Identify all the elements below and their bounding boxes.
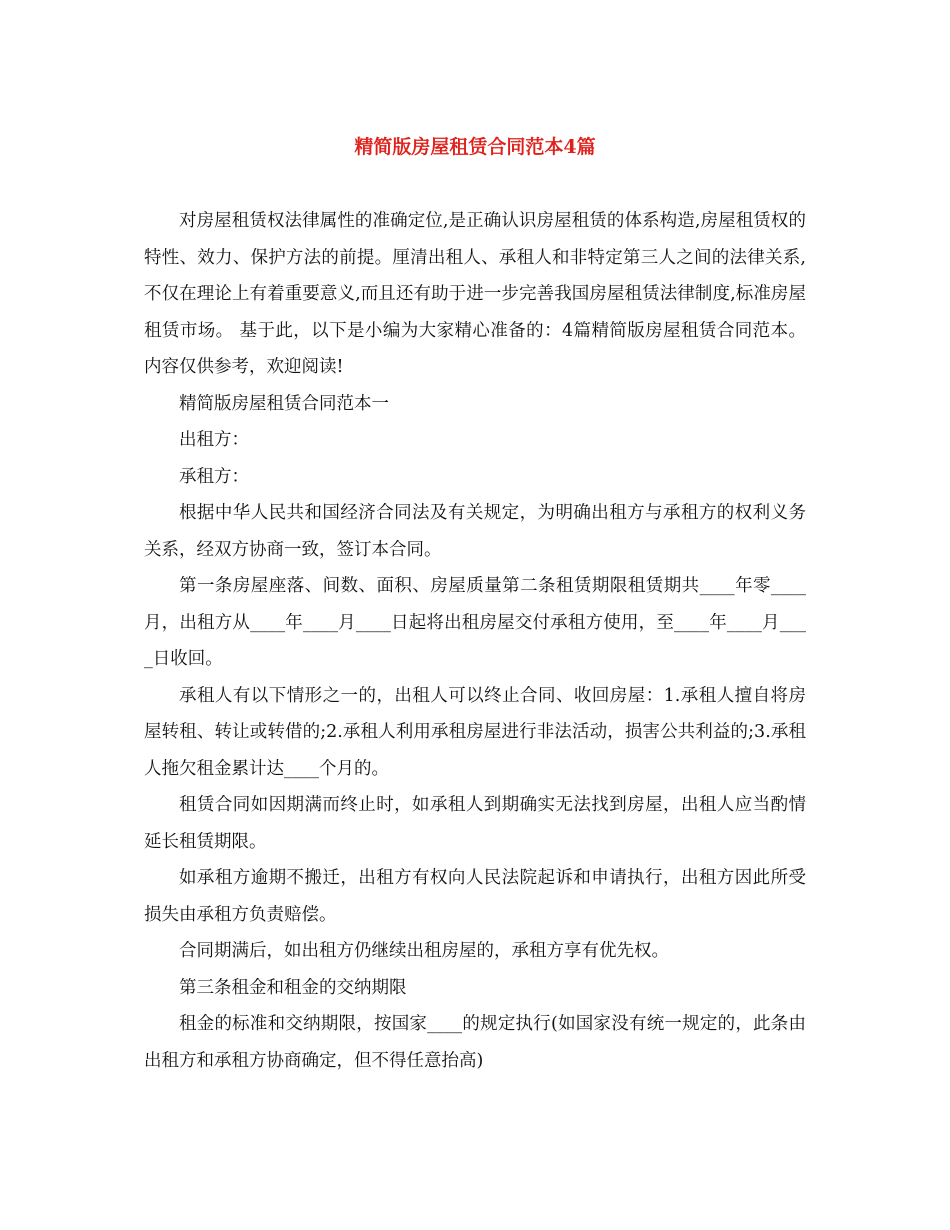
intro-paragraph: 对房屋租赁权法律属性的准确定位,是正确认识房屋租赁的体系构造,房屋租赁权的特性、效力、保护方法的前提。厘清出租人、承租人和非特定第三人之间的法律关系,不仅在理论上有着重要意义,而且还有助于进一步完善我国房屋租赁法律制度,标准房屋租赁市场。 基于此，以下是小编为大家精心准备的：4篇精简版房屋租赁合同范本。内容仅供参考，欢迎阅读! (144, 211, 806, 377)
article-three-heading: 第三条租金和租金的交纳期限 (179, 977, 407, 998)
extension-paragraph: 租赁合同如因期满而终止时，如承租人到期确实无法找到房屋，出租人应当酌情延长租赁期限。 (144, 795, 806, 852)
rent-standard-paragraph: 租金的标准和交纳期限，按国家____的规定执行(如国家没有统一规定的，此条由出租方和承租方协商确定，但不得任意抬高) (144, 1014, 806, 1071)
preamble-paragraph: 根据中华人民共和国经济合同法及有关规定，为明确出租方与承租方的权利义务关系，经双方协商一致，签订本合同。 (144, 503, 806, 560)
priority-paragraph: 合同期满后，如出租方仍继续出租房屋的，承租方享有优先权。 (179, 941, 669, 961)
document-title: 精简版房屋租赁合同范本4篇 (354, 136, 596, 158)
lessor-field: 出租方： (179, 430, 249, 450)
article-one-two-paragraph: 第一条房屋座落、间数、面积、房屋质量第二条租赁期限租赁期共____年零____月，出租方从____年____月____日起将出租房屋交付承租方使用，至____年____月____日收回。 (144, 576, 806, 669)
lessee-field: 承租方： (179, 466, 249, 487)
contract-heading: 精简版房屋租赁合同范本一 (179, 393, 389, 414)
termination-paragraph: 承租人有以下情形之一的，出租人可以终止合同、收回房屋：1.承租人擅自将房屋转租、转让或转借的;2.承租人利用承租房屋进行非法活动，损害公共利益的;3.承租人拖欠租金累计达____个月的。 (144, 685, 806, 779)
overdue-paragraph: 如承租方逾期不搬迁，出租方有权向人民法院起诉和申请执行，出租方因此所受损失由承租方负责赔偿。 (144, 868, 806, 925)
document-body (144, 203, 806, 1079)
